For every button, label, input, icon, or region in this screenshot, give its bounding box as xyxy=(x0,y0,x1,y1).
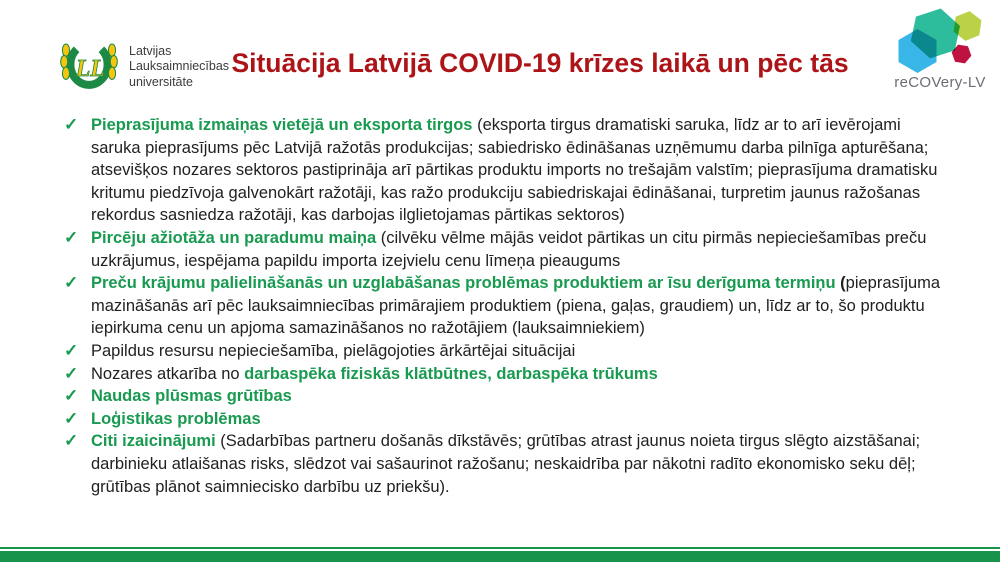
bottom-accent-line xyxy=(0,547,1000,549)
llu-text-line: Lauksaimniecības xyxy=(129,59,230,74)
bullet-text: Nozares atkarība no darbaspēka fiziskās klātbūtnes, darbaspēka trūkums xyxy=(91,364,658,383)
checkmark-icon: ✓ xyxy=(64,431,79,451)
bullet-list xyxy=(64,114,946,498)
list-item xyxy=(64,408,946,431)
list-item xyxy=(64,272,946,340)
bullet-text: Loģistikas problēmas xyxy=(91,409,261,428)
list-item xyxy=(64,430,946,498)
recovery-lv-logo xyxy=(886,3,994,91)
list-item xyxy=(64,363,946,386)
bullet-text: Preču krājumu palielināšanās un uzglabāšanas problēmas produktiem ar īsu derīguma termiņu (pieprasījuma mazināšanās arī pēc lauksaimniecības primārajiem produktiem (piena, gaļas, graudiem) un, līdz ar to, šo produktu iepirkuma cenu un apjoma samazināšanos no ražotājiem (lauksaimniekiem) xyxy=(91,274,941,338)
bullet-text: Papildus resursu nepieciešamība, pielāgojoties ārkārtējai situācijai xyxy=(91,341,576,360)
llu-text-line: Latvijas xyxy=(129,43,172,58)
llu-text-line: universitāte xyxy=(129,74,193,89)
bullet-text: Pircēju ažiotāža un paradumu maiņa (cilvēku vēlme mājās veidot pārtikas un citu pirmās nepieciešamības preču uzkrājumus, iespējama papildu importa izejvielu cenu līmeņa pieaugums xyxy=(91,228,927,270)
list-item xyxy=(64,114,946,227)
checkmark-icon: ✓ xyxy=(64,115,79,134)
checkmark-icon: ✓ xyxy=(64,273,79,293)
list-item xyxy=(64,340,946,363)
list-item xyxy=(64,227,946,272)
checkmark-icon: ✓ xyxy=(64,340,79,360)
recovery-lv-label: reCOVery-LV xyxy=(894,74,986,91)
checkmark-icon: ✓ xyxy=(64,386,79,406)
checkmark-icon: ✓ xyxy=(64,363,79,383)
bullet-text: Pieprasījuma izmaiņas vietējā un eksporta tirgos (eksporta tirgus dramatiski saruka, līdz ar to arī ievērojami saruka pieprasījums pēc Latvijā ražotās produkcijas; sabiedrisko ēdināšanas uzņēmumu darba pilnīga apturēšana; atsevišķos nozares sektoros pastiprināja arī pārtikas produktu imports no trešajām valstīm; pieprasījuma dramatisku kritumu piedzīvoja galvenokārt ražotāji, kas ražo produkciju sabiedriskajai ēdināšanai, turpretim jaunus ražošanas rekordus sasniedza ražotāji, kas darbojas ilglietojamas pārtikas sektoros) xyxy=(91,116,938,225)
checkmark-icon: ✓ xyxy=(64,227,79,247)
svg-text:LL: LL xyxy=(75,55,105,82)
bullet-text: Naudas plūsmas grūtības xyxy=(91,387,292,406)
checkmark-icon: ✓ xyxy=(64,408,79,428)
hexagon-logo-icon xyxy=(886,3,994,73)
bottom-accent-bar xyxy=(0,551,1000,562)
list-item xyxy=(64,385,946,408)
bullet-text: Citi izaicinājumi (Sadarbības partneru došanās dīkstāvēs; grūtības atrast jaunus noieta tirgus slēgto aizstāšanai; darbinieku atlaišanas risks, slēdzot vai sašaurinot ražošanu; neskaidrība par nākotni radīto ekonomisko seku dēļ; grūtības plānot saimniecisko darbību uz priekšu). xyxy=(91,432,921,496)
wheat-horseshoe-logo-icon xyxy=(58,36,120,98)
page-title: Situācija Latvijā COVID-19 krīzes laikā un pēc tās xyxy=(231,48,849,78)
